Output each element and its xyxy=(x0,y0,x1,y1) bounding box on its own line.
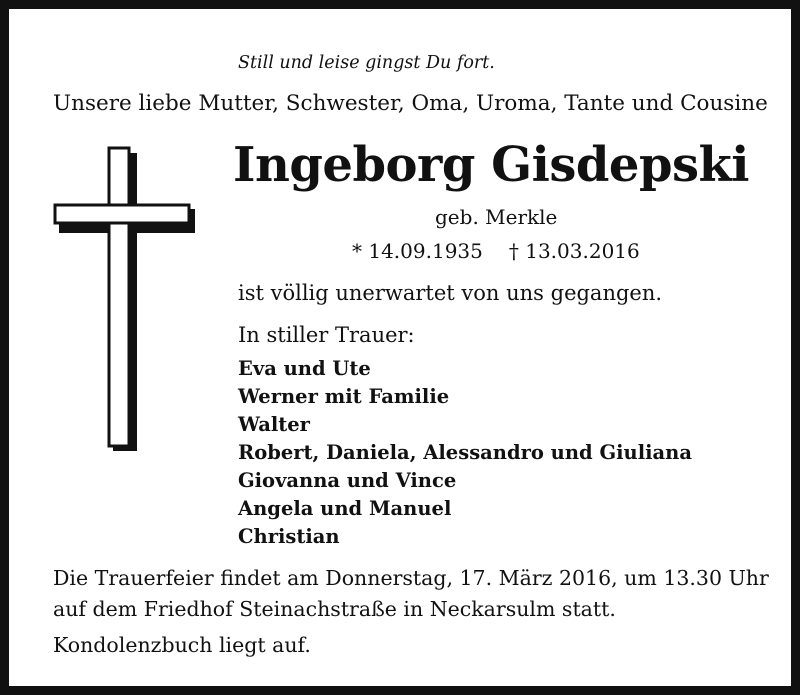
mourners-list xyxy=(238,355,692,551)
death-date: † 13.03.2016 xyxy=(508,239,640,263)
funeral-service-info xyxy=(53,563,769,625)
cross-icon xyxy=(49,145,199,455)
list-item: Christian xyxy=(238,525,340,548)
intro-text: Unsere liebe Mutter, Schwester, Oma, Uroma, Tante und Cousine xyxy=(53,91,768,116)
list-item: Walter xyxy=(238,413,310,436)
life-dates xyxy=(352,239,640,263)
motto-text: Still und leise gingst Du fort. xyxy=(238,53,495,73)
list-item: Eva und Ute xyxy=(238,357,371,380)
passed-text: ist völlig unerwartet von uns gegangen. xyxy=(238,281,663,305)
mourning-label: In stiller Trauer: xyxy=(238,323,415,347)
list-item: Werner mit Familie xyxy=(238,385,450,408)
birth-date: * 14.09.1935 xyxy=(352,239,483,263)
list-item: Robert, Daniela, Alessandro und Giuliana xyxy=(238,441,692,464)
list-item: Giovanna und Vince xyxy=(238,469,457,492)
condolence-note: Kondolenzbuch liegt auf. xyxy=(53,633,311,657)
list-item: Angela und Manuel xyxy=(238,497,452,520)
birth-name: geb. Merkle xyxy=(435,205,558,229)
service-line-2: auf dem Friedhof Steinachstraße in Neckarsulm statt. xyxy=(53,597,616,621)
service-line-1: Die Trauerfeier findet am Donnerstag, 17. März 2016, um 13.30 Uhr xyxy=(53,566,769,590)
deceased-name: Ingeborg Gisdepski xyxy=(233,137,750,193)
